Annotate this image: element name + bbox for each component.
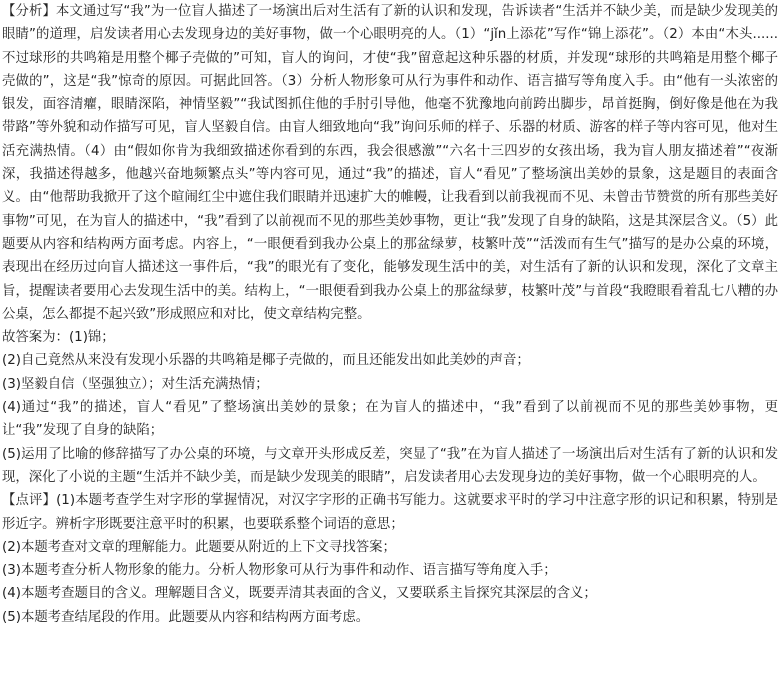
comment-item-4: (4)本题考查题目的含义。理解题目含义，既要弄清其表面的含义，又要联系主旨探究其深层的含义；	[2, 586, 597, 602]
answer-item-2: (2)自己竟然从来没有发现小乐器的共鸣箱是椰子壳做的，而且还能发出如此美妙的声音；	[2, 353, 530, 369]
answer-intro: 故答案为：(1)锦；	[2, 330, 115, 346]
comment-item-2: (2)本题考查对文章的理解能力。此题要从附近的上下文寻找答案；	[2, 539, 396, 555]
answer-item-5: (5)运用了比喻的修辞描写了办公桌的环境，与文章开头形成反差，突显了“我”在为盲人描述了一场演出后对生活有了新的认识和发现，深化了小说的主题“生活并不缺少美，而是缺少发现美的眼睛”，启发读者用心去发现身边的美好事物，做一个心眼明亮的人。	[2, 446, 778, 485]
analysis-paragraph: 【分析】本文通过写“我”为一位盲人描述了一场演出后对生活有了新的认识和发现，告诉读者“生活并不缺少美，而是缺少发现美的眼睛”的道理，启发读者用心去发现身边的美好事物，做一个心眼明亮的人。（1）“jǐn上添花”写作“锦上添花”。（2）本由“木头......不过球形的共鸣箱是用整个椰子壳做的”可知，盲人的询问，才使“我”留意起这种乐器的材质，并发现“球形的共鸣箱是用整个椰子壳做的”，这是“我”惊奇的原因。可据此回答。（3）分析人物形象可从行为事件和动作、语言描写等角度入手。由“他有一头浓密的银发，面容清癯，眼睛深陷，神情坚毅”“我试图抓住他的手肘引导他，他毫不犹豫地向前跨出脚步，昂首挺胸，倒好像是他在为我带路”等外貌和动作描写可见，盲人坚毅自信。由盲人细致地向“我”询问乐师的样子、乐器的材质、游客的样子等内容可见，他对生活充满热情。（4）由“假如你肯为我细致描述你看到的东西，我会很感激”“六名十三四岁的女孩出场，我为盲人朋友描述着”“夜渐深，我描述得越多，他越兴奋地频繁点头”等内容可见，通过“我”的描述，盲人“看见”了整场演出美妙的景象，这是题目的表面含义。由“他帮助我掀开了这个暄闹红尘中遮住我们眼睛并迅速扩大的帷幔，让我看到以前我视而不见、未曾击节赞赏的所有那些美好事物”可见，在为盲人的描述中，“我”看到了以前视而不见的那些美妙事物，更让“我”发现了自身的缺陷，这是其深层含义。（5）此题要从内容和结构两方面考虑。内容上，“一眼便看到我办公桌上的那盆绿萝，枝繁叶茂”“活泼而有生气”描写的是办公桌的环境，表现出在经历过向盲人描述这一事件后，“我”的眼光有了变化，能够发现生活中的美，对生活有了新的认识和发现，深化了文章主旨，提醒读者要用心去发现生活中的美。结构上，“一眼便看到我办公桌上的那盆绿萝，枝繁叶茂”与首段“我瞪眼看着乱七八糟的办公桌，怎么都提不起兴致”形成照应和对比，使文章结构完整。	[2, 4, 778, 322]
answer-item-4: (4)通过“我”的描述，盲人“看见”了整场演出美妙的景象；在为盲人的描述中，“我”看到了以前视而不见的那些美妙事物，更让“我”发现了自身的缺陷；	[2, 400, 778, 439]
answer-item-3: (3)坚毅自信（坚强独立）；对生活充满热情；	[2, 376, 269, 392]
comment-item-3: (3)本题考查分析人物形象的能力。分析人物形象可从行为事件和动作、语言描写等角度入手；	[2, 563, 557, 579]
comment-intro: 【点评】(1)本题考查学生对字形的掌握情况，对汉字字形的正确书写能力。这就要求平时的学习中注意字形的识记和积累，特别是形近字。辨析字形既要注意平时的积累，也要联系整个词语的意思；	[2, 493, 778, 532]
comment-item-5: (5)本题考查结尾段的作用。此题要从内容和结构两方面考虑。	[2, 609, 370, 625]
